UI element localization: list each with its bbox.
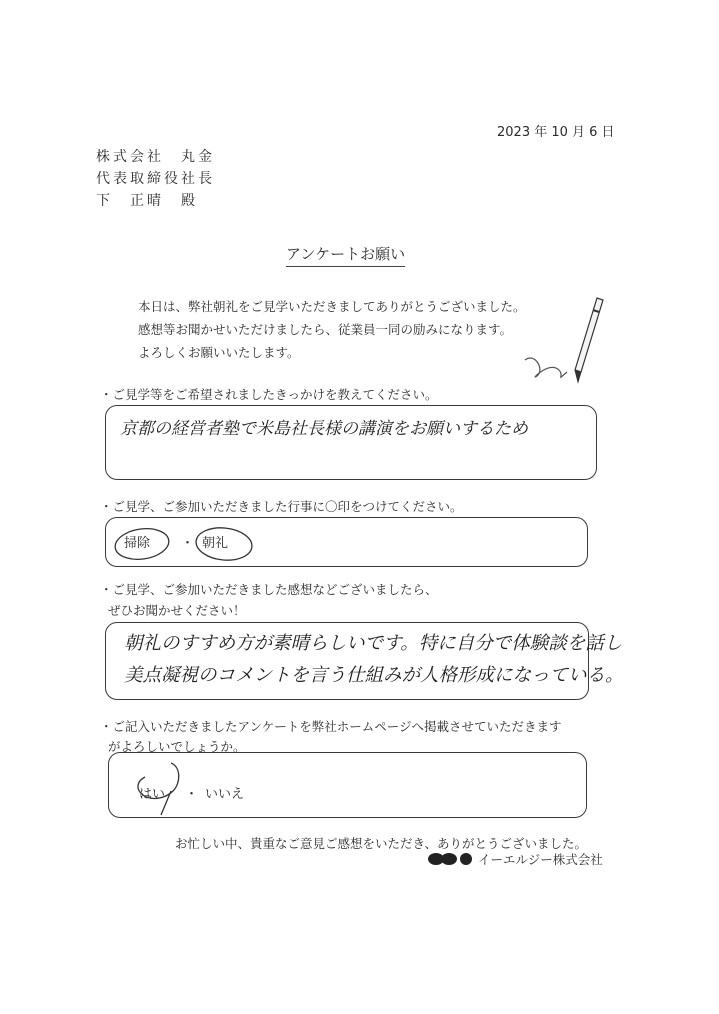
question-3-label-line2: ぜひお聞かせください！ (108, 603, 246, 618)
question-3-label-line1: ・ご見学、ご参加いただきました感想などございましたら、 (100, 582, 438, 597)
company-name: イーエルジー株式会社 (478, 852, 603, 867)
question-2-label: ・ご見学、ご参加いただきました行事に〇印をつけてください。 (100, 499, 463, 514)
intro-line: よろしくお願いいたします。 (138, 345, 300, 360)
recipient-position: 代表取締役社長 (96, 171, 215, 187)
page-title: アンケートお願い (286, 243, 405, 267)
recipient-company: 株式会社 丸金 (96, 149, 215, 165)
option-separator: ・ (185, 787, 199, 802)
answer-box-2[interactable] (105, 517, 588, 567)
answer-box-3[interactable] (105, 622, 624, 700)
question-1-label: ・ご見学等をご希望されましたきっかけを教えてください。 (100, 387, 438, 402)
recipient-name: 下 正晴 殿 (96, 193, 198, 209)
answer-1-handwriting: 京都の経営者塾で米島社長様の講演をお願いするため (120, 419, 528, 439)
answer-3-handwriting-line1: 朝礼のすすめ方が素晴らしいです。特に自分で体験談を話し (124, 633, 623, 654)
question-4-label-line1: ・ご記入いただきましたアンケートを弊社ホームページへ掲載させていただきます (100, 719, 562, 734)
document-date: 2023 年 10 月 6 日 (497, 125, 615, 140)
company-logo-icon (428, 851, 478, 867)
option-morning-assembly[interactable]: 朝礼 (202, 536, 229, 551)
closing-message: お忙しい中、貴重なご意見ご感想をいただき、ありがとうございました。 (175, 836, 588, 851)
option-yes[interactable]: はい (139, 787, 166, 802)
option-cleaning[interactable]: 掃除 (124, 536, 151, 551)
option-separator: ・ (181, 536, 195, 551)
answer-box-4[interactable] (108, 752, 587, 818)
company-signature (428, 851, 608, 867)
answer-box-1[interactable] (105, 405, 597, 480)
option-no[interactable]: いいえ (205, 787, 245, 802)
circle-mark (112, 522, 262, 564)
question-4-label-line2: がよろしいでしょうか。 (108, 739, 246, 754)
answer-3-handwriting-line2: 美点凝視のコメントを言う仕組みが人格形成になっている。 (124, 665, 624, 686)
intro-line: 感想等お聞かせいただけましたら、従業員一同の励みになります。 (138, 322, 513, 337)
intro-line: 本日は、弊社朝礼をご見学いただきましてありがとうございました。 (138, 299, 526, 314)
pen-illustration (515, 290, 605, 390)
check-mark (123, 757, 193, 819)
